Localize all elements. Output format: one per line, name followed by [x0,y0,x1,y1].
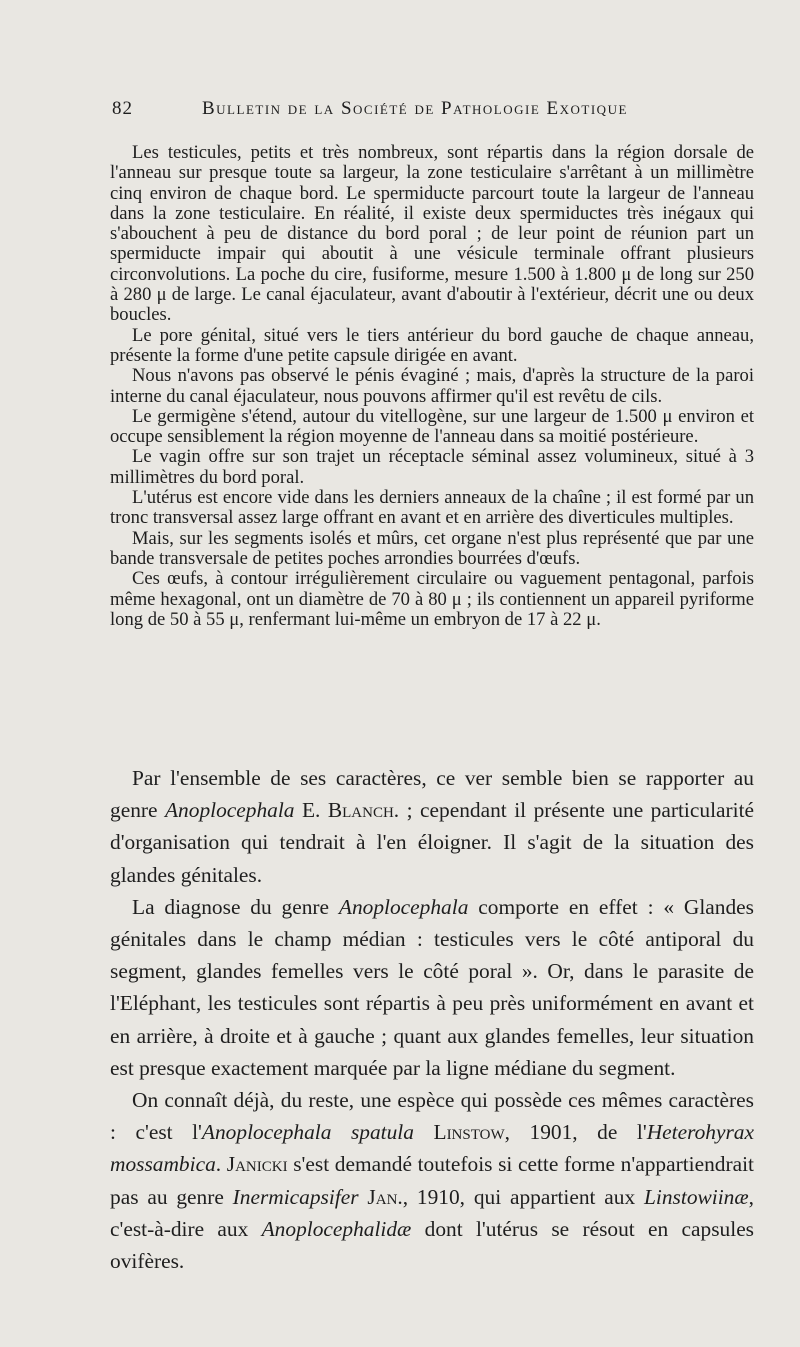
author-name: Janicki [226,1152,288,1177]
running-title: Bulletin de la Société de Pathologie Exotique [202,98,628,119]
small-text-section [110,143,754,630]
paragraph-oeufs: Ces œufs, à contour irrégulièrement circulaire ou vaguement pentagonal, parfois même hexagonal, ont un diamètre de 70 à 80 μ ; ils contiennent un appareil pyriforme long de 50 à 55 μ, renfermant lui-même un embryon de 17 à 22 μ. [110,568,754,630]
genus-name: Anoplocephala [338,894,469,919]
paragraph-vagin: Le vagin offre sur son trajet un réceptacle séminal assez volumineux, situé à 3 millimètres du bord poral. [110,446,754,488]
paragraph-penis: Nous n'avons pas observé le pénis évaginé ; mais, d'après la structure de la paroi interne du canal éjaculateur, nous pouvons affirmer qu'il est revêtu de cils. [110,365,754,407]
paragraph-uterus: L'utérus est encore vide dans les derniers anneaux de la chaîne ; il est formé par un tronc transversal assez large offrant en avant et en arrière des diverticules multiples. [110,487,754,529]
host-name: Heterohyrax mossambica [110,1120,754,1177]
author-name: Blanch. [327,798,400,823]
author-name: Linstow [433,1120,505,1145]
subfamily-name: Linstowiinæ [644,1184,749,1209]
paragraph-espece: On connaît déjà, du reste, une espèce qui possède ces mêmes caractères : c'est l'Anoplocephala spatula Linstow, 1901, de l'Heterohyrax mossambica. Janicki s'est demandé toutefois si cette forme n'appartiendrait pas au genre Inermicapsifer Jan., 1910, qui appartient aux Linstowiinæ, c'est-à-dire aux Anoplocephalidæ dont l'utérus se résout en capsules ovifères. [110,1088,755,1274]
paragraph-ensemble: Par l'ensemble de ses caractères, ce ver semble bien se rapporter au genre Anoplocephala E. Blanch. ; cependant il présente une particularité d'organisation qui tendrait à l'en éloigner. Il s'agit de la situation des glandes génitales. [110,766,755,887]
paragraph-pore-genital: Le pore génital, situé vers le tiers antérieur du bord gauche de chaque anneau, présente la forme d'une petite capsule dirigée en avant. [110,324,754,366]
paragraph-testicules: Les testicules, petits et très nombreux, sont répartis dans la région dorsale de l'anneau sur presque toute sa largeur, la zone testiculaire s'arrêtant à un millimètre cinq environ de chaque bord. Le spermiducte parcourt toute la largeur de l'anneau dans la zone testiculaire. En réalité, il existe deux spermiductes très inégaux qui s'abouchent à peu de distance du bord poral ; de leur point de réunion part un spermiducte impair qui aboutit à une vésicule terminale offrant plusieurs circonvolutions. La poche du cire, fusiforme, mesure 1.500 à 1.800 μ de long sur 250 à 280 μ de large. Le canal éjaculateur, avant d'aboutir à l'extérieur, décrit une ou deux boucles. [110,142,754,326]
paragraph-segments: Mais, sur les segments isolés et mûrs, cet organe n'est plus représenté que par une bande transversale de petites poches arrondies bourrées d'œufs. [110,527,754,569]
large-text-section [110,762,754,1277]
genus-name: Inermicapsifer [232,1184,359,1209]
species-name: Anoplocephala spatula [201,1120,414,1145]
paragraph-diagnose: La diagnose du genre Anoplocephala comporte en effet : « Glandes génitales dans le champ médian : testicules vers le côté antiporal du segment, glandes femelles vers le côté poral ». Or, dans le parasite de l'Eléphant, les testicules sont répartis à peu près uniformément en avant et en arrière, à droite et à gauche ; quant aux glandes femelles, leur situation est presque exactement marquée par la ligne médiane du segment. [110,894,754,1080]
author-name: Jan. [367,1184,403,1209]
paragraph-germigene: Le germigène s'étend, autour du vitellogène, sur une largeur de 1.500 μ environ et occupe sensiblement la région moyenne de l'anneau dans sa moitié postérieure. [110,405,754,448]
running-header [112,98,752,128]
genus-name: Anoplocephala [164,798,295,823]
family-name: Anoplocephalidæ [261,1216,412,1241]
page-number: 82 [112,98,133,119]
